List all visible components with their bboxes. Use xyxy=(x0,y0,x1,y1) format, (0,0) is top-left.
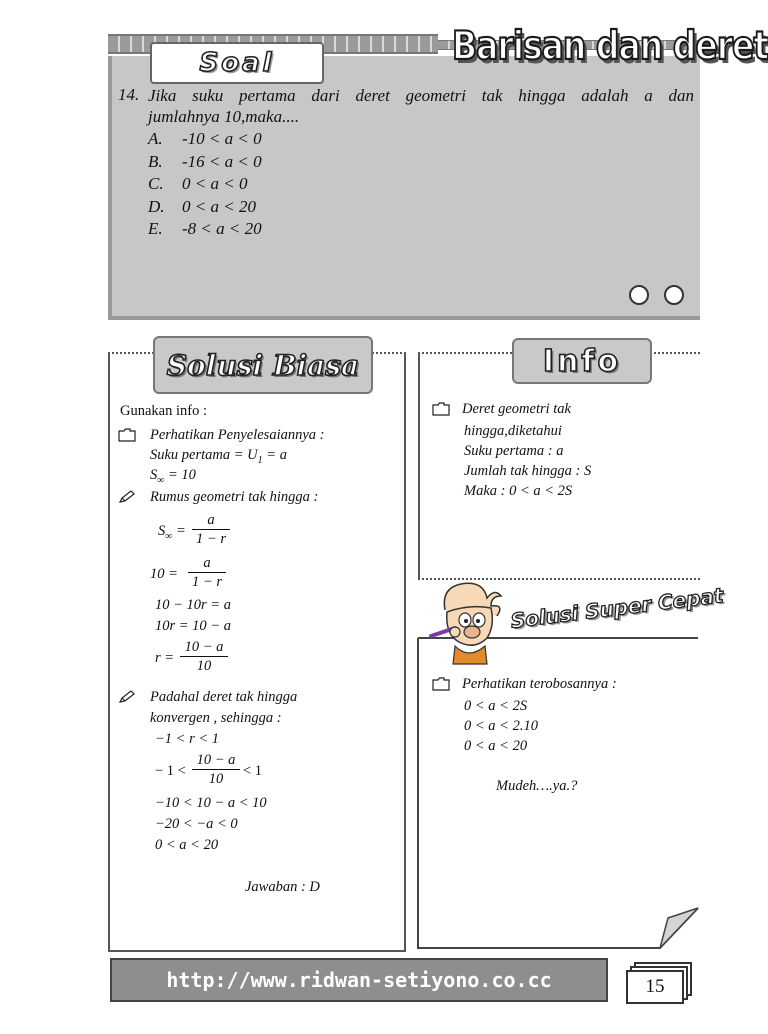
solusi-biasa-badge xyxy=(153,336,373,394)
eq5-lhs: r = xyxy=(155,650,175,666)
s-infinity-line: $S_\infty = 10$ xyxy=(150,467,196,486)
info-line-4: Jumlah tak hingga : S xyxy=(464,463,592,479)
rumus-lhs: $S_\infty$ = xyxy=(158,523,186,542)
ineq3-line: −10 < 10 − a < 10 xyxy=(155,795,267,811)
nav-dot-prev[interactable] xyxy=(629,285,649,305)
cepat-title: Perhatikan terobosannya : xyxy=(462,676,617,692)
answer-options xyxy=(148,128,262,241)
solusi-biasa-label: Solusi Biasa xyxy=(166,348,360,382)
soal-badge-label: Soal xyxy=(199,48,275,78)
option-b: B. -16 < a < 0 xyxy=(148,151,262,171)
solusi-cepat-badge: Solusi Super Cepat xyxy=(509,583,725,633)
ineq1-line: −1 < r < 1 xyxy=(155,731,219,747)
eq2-fraction: $\frac{a}{1 - r}$ xyxy=(188,554,226,591)
suku-pertama-line: Suku pertama = $U_1 = a$ xyxy=(150,447,287,466)
option-d: D. 0 < a < 20 xyxy=(148,196,256,216)
question-line-1: Jika suku pertama dari deret geometri tak hingga adalah a dan xyxy=(148,86,694,105)
footer-url-bar[interactable] xyxy=(110,958,608,1002)
cartoon-character-icon xyxy=(425,576,515,666)
page-number: 15 xyxy=(626,970,684,1004)
ineq2-rhs: < 1 xyxy=(243,763,263,779)
pencil-icon-2 xyxy=(118,690,136,704)
konvergen-title-1: Padahal deret tak hingga xyxy=(150,689,298,705)
eq2-lhs: 10 = xyxy=(150,566,178,582)
folder-icon-cepat xyxy=(432,677,450,691)
ineq2-lhs: − 1 < xyxy=(155,763,186,779)
ineq2-fraction: $\frac{10 - a}{10}$ xyxy=(192,751,240,788)
soal-badge xyxy=(150,42,324,84)
ineq4-line: −20 < −a < 0 xyxy=(155,816,238,832)
question-line-2: jumlahnya 10,maka.... xyxy=(148,107,300,126)
cepat-closing: Mudeh….ya.? xyxy=(496,778,578,794)
info-badge-label: Info xyxy=(542,343,622,379)
info-line-1: Deret geometri tak xyxy=(462,401,571,417)
question-text xyxy=(148,85,694,127)
footer-url[interactable]: http://www.ridwan-setiyono.co.cc xyxy=(166,968,552,992)
folder-icon xyxy=(118,428,136,442)
option-e: E. -8 < a < 20 xyxy=(148,219,262,238)
nav-dot-next[interactable] xyxy=(664,285,684,305)
info-line-2: hingga,diketahui xyxy=(464,423,562,439)
info-line-3: Suku pertama : a xyxy=(464,443,564,459)
folder-icon-info xyxy=(432,402,450,416)
eq4-line: 10r = 10 − a xyxy=(155,618,231,634)
page-title: Barisan dan deret xyxy=(452,22,768,69)
eq3-line: 10 − 10r = a xyxy=(155,597,231,613)
eq5-fraction: $\frac{10 - a}{10}$ xyxy=(180,638,228,675)
info-line-5: Maka : 0 < a < 2S xyxy=(464,483,573,499)
cepat-line-1: 0 < a < 2S xyxy=(464,698,528,714)
option-a: A. -10 < a < 0 xyxy=(148,129,262,148)
answer-text: Jawaban : D xyxy=(245,879,320,895)
pencil-icon xyxy=(118,490,136,504)
question-number: 14. xyxy=(118,85,140,104)
option-c: C. 0 < a < 0 xyxy=(148,174,248,193)
rumus-fraction: $\frac{a}{1 - r}$ xyxy=(192,511,230,548)
cepat-line-2: 0 < a < 2.10 xyxy=(464,718,538,734)
info-badge xyxy=(512,338,652,384)
ineq5-line: 0 < a < 20 xyxy=(155,837,219,853)
gunakan-info-text: Gunakan info : xyxy=(120,403,207,419)
cepat-line-3: 0 < a < 20 xyxy=(464,738,528,754)
konvergen-title-2: konvergen , sehingga : xyxy=(150,710,282,726)
step1-title: Perhatikan Penyelesaiannya : xyxy=(150,427,325,443)
rumus-title: Rumus geometri tak hingga : xyxy=(150,489,319,505)
